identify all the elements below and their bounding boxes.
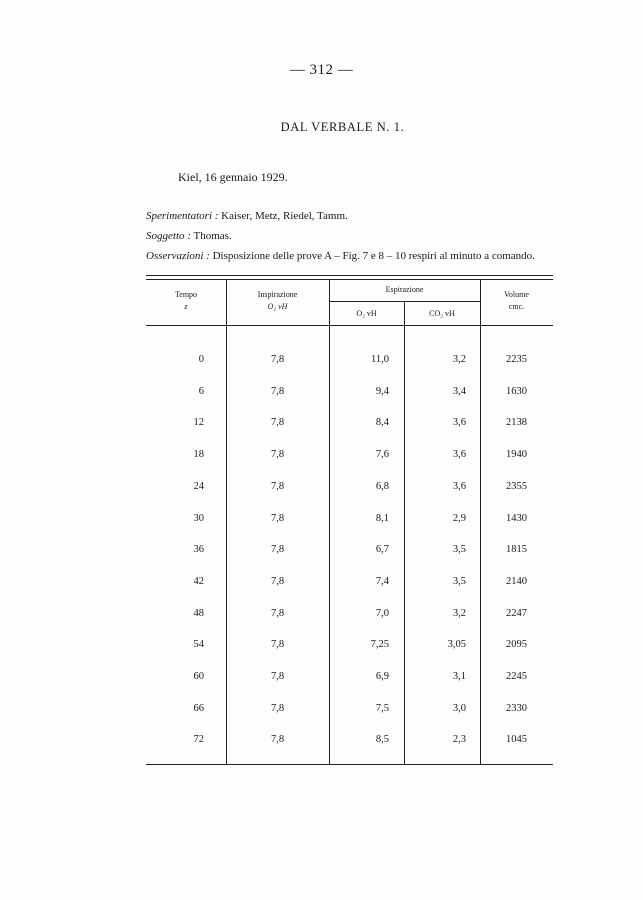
cell-inspirazione: 7,8 xyxy=(270,544,285,556)
cell-espirazione-co2: 3,5 xyxy=(452,575,466,587)
cell-tempo: 54 xyxy=(193,639,204,651)
cell-tempo: 12 xyxy=(193,417,204,429)
cell-espirazione-o2: 7,5 xyxy=(375,702,389,714)
soggetto-label: Soggetto : xyxy=(146,230,191,242)
header-espirazione: Espirazione xyxy=(385,285,424,294)
cell-inspirazione: 7,8 xyxy=(270,480,285,492)
header-tempo xyxy=(146,289,226,313)
table-row xyxy=(146,513,553,529)
cell-espirazione-o2: 8,5 xyxy=(375,734,389,746)
cell-volume: 2235 xyxy=(506,354,527,365)
cell-volume: 1630 xyxy=(506,385,527,397)
cell-volume: 2138 xyxy=(506,417,527,429)
cell-inspirazione: 7,8 xyxy=(270,385,285,397)
sperimentatori-line xyxy=(146,210,348,222)
cell-tempo: 24 xyxy=(193,480,204,492)
cell-volume: 1430 xyxy=(506,512,527,524)
cell-espirazione-o2: 6,7 xyxy=(375,544,389,556)
osservazioni-line xyxy=(146,250,535,262)
cell-tempo: 66 xyxy=(193,702,204,714)
cell-espirazione-o2: 6,9 xyxy=(375,671,389,682)
cell-volume: 2095 xyxy=(506,639,527,651)
table-row xyxy=(146,671,553,687)
table-bottom-rule xyxy=(146,764,553,765)
table-row xyxy=(146,544,553,560)
cell-tempo: 60 xyxy=(193,671,204,682)
table-row xyxy=(146,417,553,433)
cell-espirazione-o2: 6,8 xyxy=(375,480,389,492)
table-row xyxy=(146,576,553,592)
cell-espirazione-co2: 3,2 xyxy=(452,607,466,619)
header-volume-label: Volume xyxy=(504,290,529,299)
table-row xyxy=(146,354,553,370)
cell-inspirazione: 7,8 xyxy=(270,417,285,429)
page-heading: DAL VERBALE N. 1. xyxy=(280,120,405,134)
soggetto-value: Thomas. xyxy=(193,230,232,242)
cell-inspirazione: 7,8 xyxy=(270,512,285,524)
cell-espirazione-co2: 3,5 xyxy=(452,544,466,556)
cell-tempo: 18 xyxy=(193,449,204,461)
column-divider xyxy=(404,301,405,764)
header-espirazione-co2: CO₂ vH xyxy=(429,309,455,318)
header-espirazione-o2: O₂ vH xyxy=(356,309,377,318)
cell-espirazione-o2: 9,4 xyxy=(375,385,389,397)
header-inspirazione xyxy=(226,289,329,313)
cell-tempo: 6 xyxy=(198,385,204,397)
soggetto-line xyxy=(146,230,232,242)
header-rule xyxy=(146,325,553,326)
cell-inspirazione: 7,8 xyxy=(270,354,285,365)
cell-inspirazione: 7,8 xyxy=(270,607,285,619)
place-date: Kiel, 16 gennaio 1929. xyxy=(178,170,288,184)
osservazioni-label: Osservazioni : xyxy=(146,250,210,262)
cell-espirazione-o2: 7,0 xyxy=(375,607,389,619)
cell-inspirazione: 7,8 xyxy=(270,575,285,587)
table-row xyxy=(146,703,553,719)
cell-volume: 2355 xyxy=(506,480,527,492)
table-row xyxy=(146,608,553,624)
osservazioni-value: Disposizione delle prove A – Fig. 7 e 8 – 10 respiri al minuto a comando. xyxy=(212,250,535,262)
cell-espirazione-co2: 3,2 xyxy=(452,354,466,365)
cell-inspirazione: 7,8 xyxy=(270,702,285,714)
cell-tempo: 42 xyxy=(193,575,204,587)
cell-volume: 2330 xyxy=(506,702,527,714)
cell-tempo: 36 xyxy=(193,544,204,556)
table-row xyxy=(146,386,553,402)
cell-espirazione-co2: 2,9 xyxy=(452,512,466,524)
header-volume-unit: cmc. xyxy=(508,302,525,311)
header-inspirazione-label: Inspirazione xyxy=(257,290,298,299)
cell-tempo: 72 xyxy=(193,734,204,746)
cell-espirazione-co2: 3,0 xyxy=(452,702,466,714)
cell-inspirazione: 7,8 xyxy=(270,671,285,682)
cell-volume: 1045 xyxy=(506,734,527,746)
cell-espirazione-co2: 3,05 xyxy=(447,639,466,651)
cell-espirazione-co2: 3,1 xyxy=(452,671,466,682)
page-number: — 312 — xyxy=(289,62,354,78)
table-row xyxy=(146,639,553,655)
cell-espirazione-co2: 3,6 xyxy=(452,449,466,461)
table-top-rule xyxy=(146,275,553,276)
cell-espirazione-o2: 7,6 xyxy=(375,449,389,461)
sperimentatori-label: Sperimentatori : xyxy=(146,210,219,222)
cell-espirazione-o2: 7,4 xyxy=(375,575,389,587)
header-inspirazione-unit: O₂ vH xyxy=(267,302,288,311)
cell-tempo: 48 xyxy=(193,607,204,619)
cell-espirazione-co2: 3,6 xyxy=(452,480,466,492)
espirazione-rule xyxy=(329,301,480,302)
cell-volume: 2140 xyxy=(506,575,527,587)
table-top-rule-inner xyxy=(146,279,553,280)
table-row xyxy=(146,481,553,497)
cell-espirazione-o2: 11,0 xyxy=(371,354,389,365)
cell-espirazione-o2: 8,1 xyxy=(375,512,389,524)
cell-volume: 1940 xyxy=(506,449,527,461)
cell-inspirazione: 7,8 xyxy=(270,449,285,461)
cell-inspirazione: 7,8 xyxy=(270,639,285,651)
header-tempo-unit: z xyxy=(184,302,188,311)
cell-volume: 2245 xyxy=(506,671,527,682)
cell-espirazione-co2: 3,6 xyxy=(452,417,466,429)
sperimentatori-value: Kaiser, Metz, Riedel, Tamm. xyxy=(221,210,348,222)
cell-tempo: 30 xyxy=(193,512,204,524)
cell-espirazione-co2: 3,4 xyxy=(452,385,466,397)
cell-espirazione-o2: 8,4 xyxy=(375,417,389,429)
cell-volume: 2247 xyxy=(506,607,527,619)
cell-espirazione-co2: 2,3 xyxy=(452,734,466,746)
header-volume xyxy=(480,289,553,313)
cell-espirazione-o2: 7,25 xyxy=(370,639,389,651)
cell-tempo: 0 xyxy=(198,354,204,365)
table-row xyxy=(146,734,553,750)
header-tempo-label: Tempo xyxy=(174,290,198,299)
cell-volume: 1815 xyxy=(506,544,527,556)
table-row xyxy=(146,449,553,465)
cell-inspirazione: 7,8 xyxy=(270,734,285,746)
